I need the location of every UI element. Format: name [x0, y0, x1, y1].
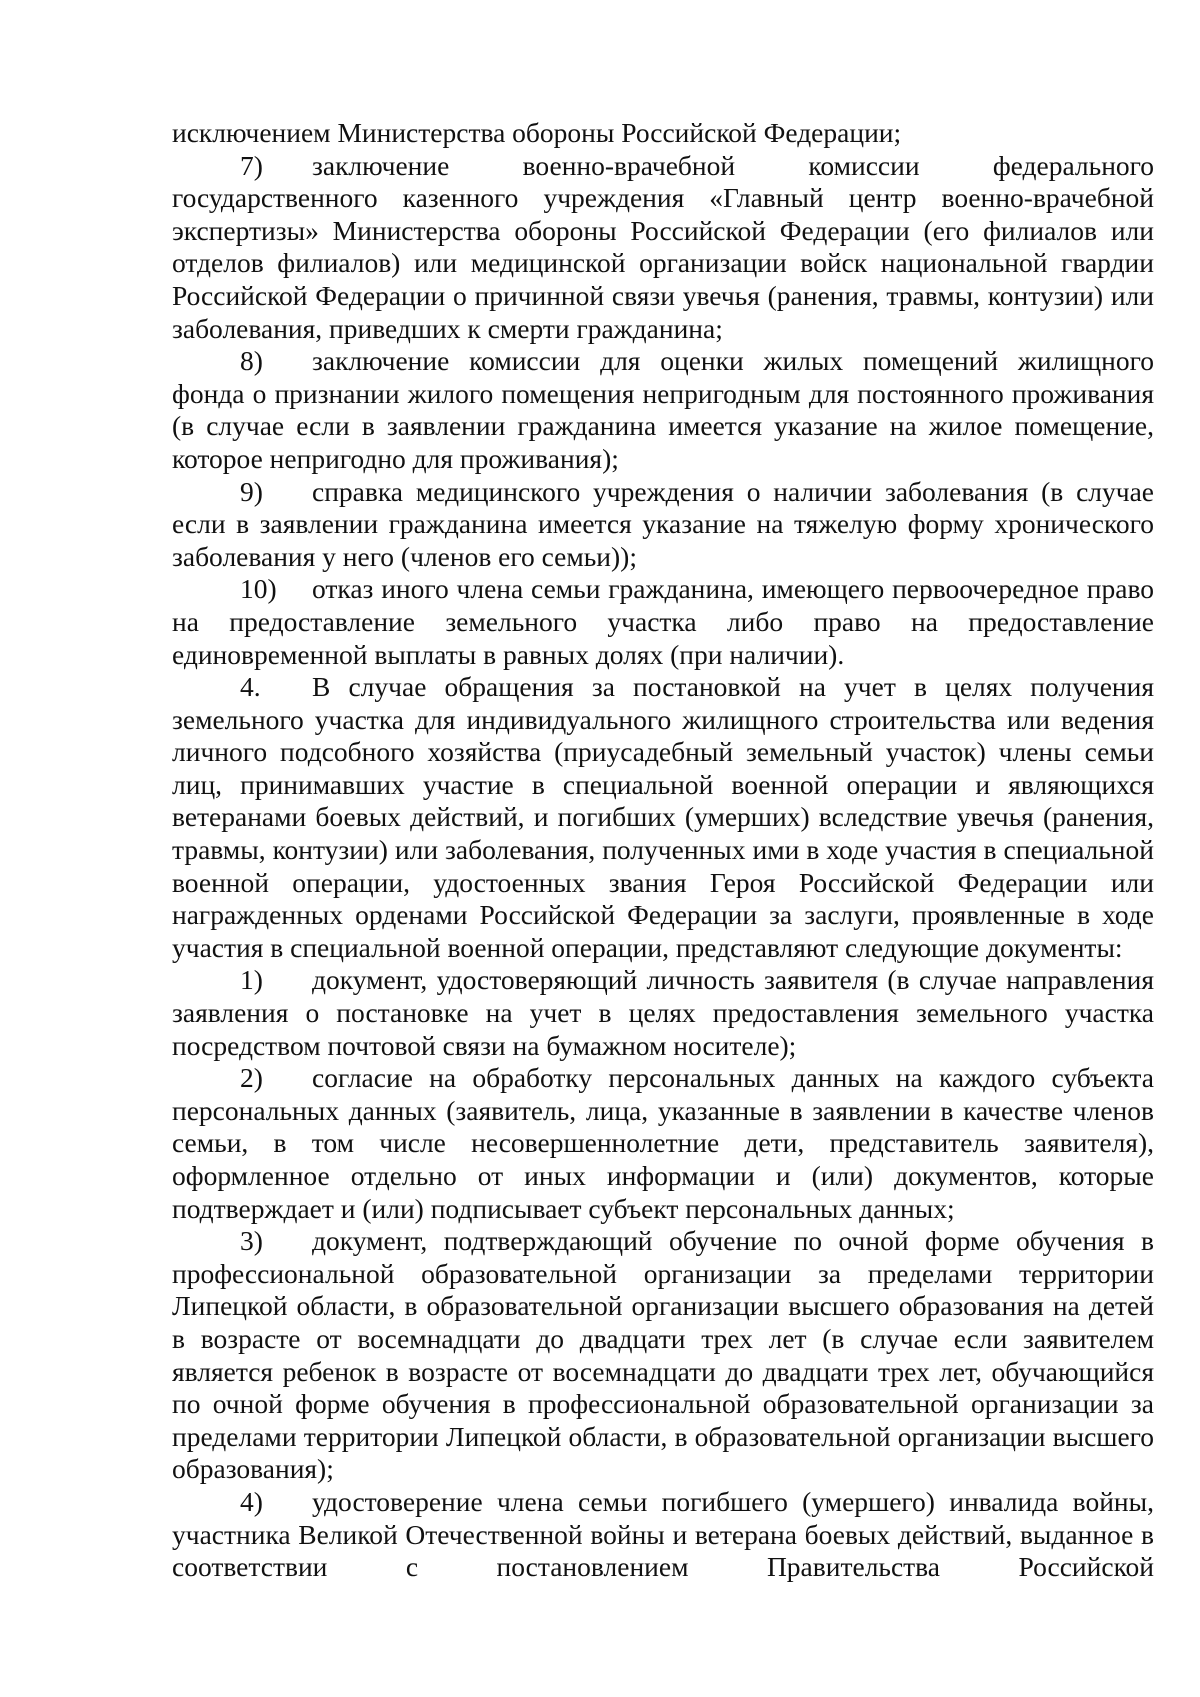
item-number: 1) — [240, 964, 263, 996]
item-number: 2) — [240, 1062, 263, 1094]
paragraph-text: документ, удостоверяющий личность заявителя (в случае направления заявления о постановке на учет в целях предоставления земельного участка посредством почтовой связи на бумажном носителе); — [172, 964, 1154, 1061]
section-4 — [172, 671, 1154, 964]
paragraph-text: заключение комиссии для оценки жилых помещений жилищного фонда о признании жилого помещения непригодным для постоянного проживания (в случае если в заявлении гражданина имеется указание на жилое помещение, которое непригодно для проживания); — [172, 345, 1154, 474]
paragraph-text: удостоверение члена семьи погибшего (умершего) инвалида войны, участника Великой Отечественной войны и ветерана боевых действий, выданное в соответствии с постановлением Правительства Российской — [172, 1485, 1154, 1583]
paragraph-item-4 — [172, 1486, 1154, 1584]
paragraph-text: согласие на обработку персональных данных на каждого субъекта персональных данных (заявитель, лица, указанные в заявлении в качестве членов семьи, в том числе несовершеннолетние дети, представитель заявителя), оформленное отдельно от иных информации и (или) документов, которые подтверждает и (или) подписывает субъект персональных данных; — [172, 1062, 1154, 1224]
paragraph-item-1 — [172, 964, 1154, 1062]
paragraph-item-8 — [172, 345, 1154, 475]
item-number: 7) — [240, 149, 263, 181]
paragraph-text: отказ иного члена семьи гражданина, имеющего первоочередное право на предоставление земельного участка либо право на предоставление единовременной выплаты в равных долях (при наличии). — [172, 573, 1154, 670]
paragraph-item-7 — [172, 150, 1154, 346]
item-number: 10) — [240, 573, 277, 605]
paragraph-text: В случае обращения за постановкой на учет в целях получения земельного участка для индивидуального жилищного строительства или ведения личного подсобного хозяйства (приусадебный земельный участок) члены семьи лиц, принимавших участие в специальной военной операции и являющихся ветеранами боевых действий, и погибших (умерших) вследствие увечья (ранения, травмы, контузии) или заболевания, полученных ими в ходе участия в специальной военной операции, удостоенных звания Героя Российской Федерации или награжденных орденами Российской Федерации за заслуги, проявленные в ходе участия в специальной военной операции, представляют следующие документы: — [172, 671, 1154, 963]
paragraph-item-9 — [172, 476, 1154, 574]
item-number: 3) — [240, 1225, 263, 1257]
paragraph-item-3 — [172, 1225, 1154, 1486]
section-number: 4. — [240, 671, 261, 703]
paragraph-item-10 — [172, 573, 1154, 671]
paragraph-text: заключение военно-врачебной комиссии федерального государственного казенного учреждения «Главный центр военно-врачебной экспертизы» Министерства обороны Российской Федерации (его филиалов или отделов филиалов) или медицинской организации войск национальной гвардии Российской Федерации о причинной связи увечья (ранения, травмы, контузии) или заболевания, приведших к смерти гражданина; — [172, 149, 1154, 344]
item-number: 8) — [240, 345, 263, 377]
paragraph-text: справка медицинского учреждения о наличии заболевания (в случае если в заявлении гражданина имеется указание на тяжелую форму хронического заболевания у него (членов его семьи)); — [172, 475, 1154, 572]
paragraph-text: документ, подтверждающий обучение по очной форме обучения в профессиональной образовательной организации за пределами территории Липецкой области, в образовательной организации высшего образования на детей в возрасте от восемнадцати до двадцати трех лет (в случае если заявителем является ребенок в возрасте от восемнадцати до двадцати трех лет, обучающийся по очной форме обучения в профессиональной образовательной организации за пределами территории Липецкой области, в образовательной организации высшего образования); — [172, 1225, 1154, 1485]
item-number: 9) — [240, 475, 263, 507]
item-number: 4) — [240, 1485, 263, 1517]
paragraph-text: исключением Министерства обороны Российской Федерации; — [172, 117, 902, 148]
paragraph-item-2 — [172, 1062, 1154, 1225]
paragraph-continuation — [172, 117, 1154, 150]
document-body — [172, 117, 1154, 1584]
